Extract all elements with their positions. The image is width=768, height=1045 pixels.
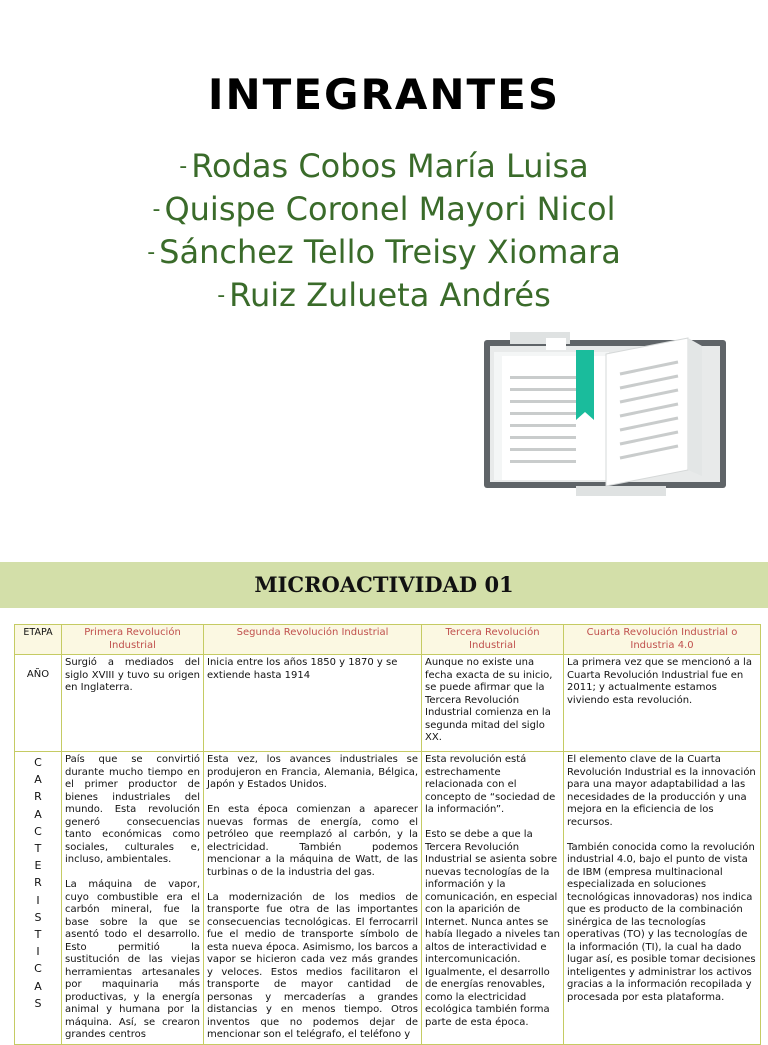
row-label-caracteristicas bbox=[15, 752, 62, 1045]
label-letter: A bbox=[34, 979, 42, 993]
cell-caracteristicas-segunda bbox=[204, 752, 422, 1045]
cell-ano-segunda: Inicia entre los años 1850 y 1870 y se extiende hasta 1914 bbox=[204, 655, 422, 752]
cell-caracteristicas-primera bbox=[62, 752, 204, 1045]
header-etapa: ETAPA bbox=[15, 625, 62, 655]
cell-ano-tercera: Aunque no existe una fecha exacta de su inicio, se puede afirmar que la Tercera Revolución Industrial comienza en la segunda mitad del siglo XX. bbox=[422, 655, 564, 752]
paragraph: La modernización de los medios de transporte fue otra de las importantes consecuencias tecnológicas. El ferrocarril fue el medio de transporte símbolo de esta nueva época. Asimismo, los barcos a vapor se hicieron cada vez más grandes y veloces. Estos medios facilitaron el transporte de mayor cantidad de personas y mercaderías a grandes distancias y en menos tiempo. Otros inventos que no podemos dejar de mencionar son el telégrafo, el teléfono y bbox=[207, 891, 418, 1040]
paragraph: El elemento clave de la Cuarta Revolución Industrial es la innovación para una mayor adaptabilidad a las necesidades de la producción y una mejora en la eficiencia de los recursos. bbox=[567, 754, 756, 828]
label-letter: C bbox=[34, 756, 42, 769]
label-letter: R bbox=[34, 876, 42, 890]
cell-caracteristicas-cuarta bbox=[564, 752, 761, 1045]
label-letter: A bbox=[34, 773, 42, 787]
label-letter: I bbox=[36, 893, 40, 907]
header-tercera: Tercera Revolución Industrial bbox=[422, 625, 564, 655]
member-dash: - bbox=[217, 283, 226, 308]
label-letter: S bbox=[34, 910, 42, 924]
paragraph: Esta revolución está estrechamente relacionada con el concepto de “sociedad de la información”. bbox=[425, 754, 556, 815]
label-letter: E bbox=[34, 859, 42, 873]
member-name: Sánchez Tello Treisy Xiomara bbox=[159, 233, 621, 271]
label-letter: I bbox=[36, 945, 40, 959]
member-dash: - bbox=[179, 154, 188, 179]
cell-ano-primera: Surgió a mediados del siglo XVIII y tuvo su origen en Inglaterra. bbox=[62, 655, 204, 752]
table-header-row bbox=[15, 625, 761, 655]
members-list bbox=[0, 145, 768, 317]
banner-title: MICROACTIVIDAD 01 bbox=[254, 572, 514, 597]
cell-caracteristicas-tercera bbox=[422, 752, 564, 1045]
label-letter: R bbox=[34, 790, 42, 804]
cell-ano-cuarta: La primera vez que se mencionó a la Cuarta Revolución Industrial fue en 2011; y actualmente estamos viviendo esta revolución. bbox=[564, 655, 761, 752]
label-letter: T bbox=[34, 842, 42, 856]
paragraph: Esta vez, los avances industriales se produjeron en Francia, Alemania, Bélgica, Japón y Estados Unidos. bbox=[207, 754, 418, 790]
header-primera: Primera Revolución Industrial bbox=[62, 625, 204, 655]
paragraph: También conocida como la revolución industrial 4.0, bajo el punto de vista de IBM (empresa multinacional especializada en soluciones tecnológicas innovadoras) nos indica que es producto de la combinación sinérgica de las tecnologías operativas (TO) y las tecnologías de la información (TI), la cual ha dado lugar así, es posible tomar decisiones inteligentes y administrar los activos gracias a la información recopilada y procesada por esta plataforma. bbox=[567, 841, 756, 1003]
open-book-icon bbox=[480, 328, 730, 503]
revolutions-table bbox=[14, 624, 761, 1045]
member-name: Rodas Cobos María Luisa bbox=[191, 147, 589, 185]
member-item bbox=[0, 188, 768, 231]
paragraph: En esta época comienzan a aparecer nuevas formas de energía, como el petróleo que reemplazó al carbón, y la electricidad. También podemos mencionar a la máquina de Watt, de las turbinas o de la industria del gas. bbox=[207, 804, 418, 878]
label-letter: C bbox=[34, 824, 42, 838]
member-name: Ruiz Zulueta Andrés bbox=[229, 276, 551, 314]
label-letter: T bbox=[34, 928, 42, 942]
label-letter: A bbox=[34, 807, 42, 821]
page-title: INTEGRANTES bbox=[207, 70, 561, 119]
row-label-ano: AÑO bbox=[15, 655, 62, 752]
label-letter: S bbox=[34, 996, 42, 1010]
header-segunda: Segunda Revolución Industrial bbox=[204, 625, 422, 655]
member-dash: - bbox=[147, 240, 156, 265]
paragraph: La máquina de vapor, cuyo combustible era el carbón mineral, fue la base sobre la que se asentó todo el desarrollo. Esto permitió la sustitución de las viejas herramientas artesanales por maquinaria más productivas, y la energía animal y humana por la máquina. Así, se crearon grandes centros bbox=[65, 879, 200, 1040]
member-item bbox=[0, 274, 768, 317]
member-name: Quispe Coronel Mayori Nicol bbox=[164, 190, 616, 228]
member-item bbox=[0, 231, 768, 274]
member-dash: - bbox=[152, 197, 161, 222]
header-cuarta: Cuarta Revolución Industrial o Industria 4.0 bbox=[564, 625, 761, 655]
table-row bbox=[15, 655, 761, 752]
paragraph: Esto se debe a que la Tercera Revolución Industrial se asienta sobre nuevas tecnologías de la información y la comunicación, en especial con la aparición de Internet. Nunca antes se había llegado a niveles tan altos de interactividad e intercomunicación. Igualmente, el desarrollo de energías renovables, como la electricidad ecológica también forma parte de esta época. bbox=[425, 829, 560, 1028]
table-row bbox=[15, 752, 761, 1045]
member-item bbox=[0, 145, 768, 188]
paragraph: País que se convirtió durante mucho tiempo en el primer productor de bienes industriales del mundo. Esta revolución generó consecuencias tanto económicas como sociales, culturales e, incluso, ambientales. bbox=[65, 754, 200, 865]
label-letter: C bbox=[34, 962, 42, 976]
